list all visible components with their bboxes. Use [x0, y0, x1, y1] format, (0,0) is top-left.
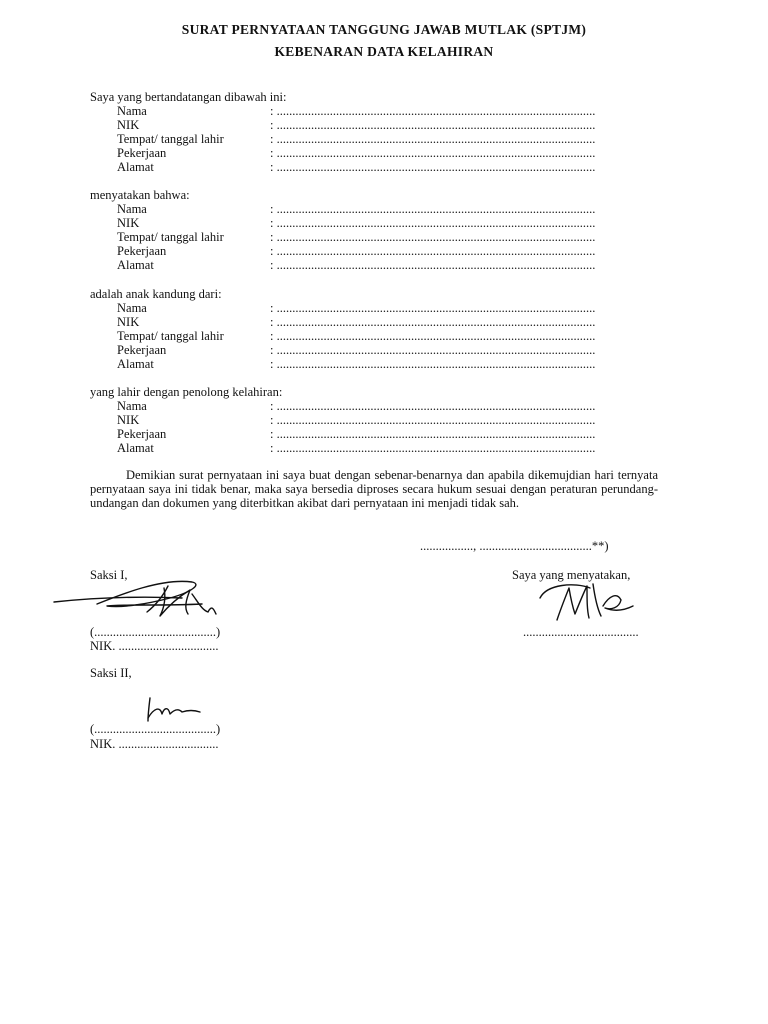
form-section	[90, 90, 660, 174]
form-field-row	[90, 132, 660, 146]
declarant-name-line: .....................................	[523, 625, 639, 639]
field-label: Tempat/ tanggal lahir	[117, 132, 224, 146]
document-subtitle: KEBENARAN DATA KELAHIRAN	[274, 44, 494, 59]
field-blank-line[interactable]: : ......................................................................................................	[270, 104, 596, 118]
field-label: Alamat	[117, 160, 154, 174]
form-field-row	[90, 118, 660, 132]
section-intro: Saya yang bertandatangan dibawah ini:	[90, 90, 287, 104]
field-blank-line[interactable]: : ......................................................................................................	[270, 413, 596, 427]
form-field-row	[90, 301, 660, 315]
form-field-row	[90, 160, 660, 174]
field-label: Tempat/ tanggal lahir	[117, 230, 224, 244]
field-blank-line[interactable]: : ......................................................................................................	[270, 427, 596, 441]
field-label: Alamat	[117, 441, 154, 455]
field-label: Pekerjaan	[117, 343, 167, 357]
form-field-row	[90, 258, 660, 272]
field-blank-line[interactable]: : ......................................................................................................	[270, 216, 596, 230]
place-date-line: ................., ....................................**)	[420, 539, 609, 553]
witness-1-name-line: (.......................................)	[90, 625, 221, 639]
field-blank-line[interactable]: : ......................................................................................................	[270, 244, 596, 258]
form-field-row	[90, 357, 660, 371]
form-section	[90, 188, 660, 272]
form-field-row	[90, 104, 660, 118]
form-field-row	[90, 343, 660, 357]
field-label: NIK	[117, 413, 140, 427]
field-blank-line[interactable]: : ......................................................................................................	[270, 315, 596, 329]
field-blank-line[interactable]: : ......................................................................................................	[270, 399, 596, 413]
field-blank-line[interactable]: : ......................................................................................................	[270, 202, 596, 216]
form-field-row	[90, 315, 660, 329]
witness-1-label: Saksi I,	[90, 568, 128, 582]
form-field-row	[90, 146, 660, 160]
field-blank-line[interactable]: : ......................................................................................................	[270, 258, 596, 272]
field-label: Pekerjaan	[117, 427, 167, 441]
witness-2-name-line: (.......................................)	[90, 722, 221, 736]
witness-2-signature	[142, 694, 202, 724]
field-blank-line[interactable]: : ......................................................................................................	[270, 343, 596, 357]
section-intro: adalah anak kandung dari:	[90, 287, 222, 301]
field-label: Alamat	[117, 258, 154, 272]
field-label: NIK	[117, 216, 140, 230]
witness-2-label: Saksi II,	[90, 666, 132, 680]
form-field-row	[90, 202, 660, 216]
field-blank-line[interactable]: : ......................................................................................................	[270, 132, 596, 146]
witness-2-nik-line: NIK. ................................	[90, 737, 219, 751]
form-field-row	[90, 244, 660, 258]
form-field-row	[90, 329, 660, 343]
field-label: Pekerjaan	[117, 244, 167, 258]
field-label: Pekerjaan	[117, 146, 167, 160]
field-label: Nama	[117, 104, 147, 118]
field-blank-line[interactable]: : ......................................................................................................	[270, 301, 596, 315]
form-field-row	[90, 399, 660, 413]
field-label: Nama	[117, 301, 147, 315]
form-field-row	[90, 441, 660, 455]
form-field-row	[90, 413, 660, 427]
field-blank-line[interactable]: : ......................................................................................................	[270, 146, 596, 160]
witness-1-nik-line: NIK. ................................	[90, 639, 219, 653]
form-field-row	[90, 230, 660, 244]
form-section	[90, 385, 660, 455]
field-blank-line[interactable]: : ......................................................................................................	[270, 160, 596, 174]
field-label: NIK	[117, 118, 140, 132]
declarant-label: Saya yang menyatakan,	[512, 568, 631, 582]
field-label: Nama	[117, 202, 147, 216]
field-blank-line[interactable]: : ......................................................................................................	[270, 230, 596, 244]
field-blank-line[interactable]: : ......................................................................................................	[270, 118, 596, 132]
field-blank-line[interactable]: : ......................................................................................................	[270, 441, 596, 455]
section-intro: yang lahir dengan penolong kelahiran:	[90, 385, 283, 399]
field-blank-line[interactable]: : ......................................................................................................	[270, 357, 596, 371]
form-field-row	[90, 427, 660, 441]
field-label: Alamat	[117, 357, 154, 371]
field-label: Tempat/ tanggal lahir	[117, 329, 224, 343]
declarant-signature	[535, 578, 635, 624]
form-section	[90, 287, 660, 371]
field-label: Nama	[117, 399, 147, 413]
form-field-row	[90, 216, 660, 230]
field-label: NIK	[117, 315, 140, 329]
document-title: SURAT PERNYATAAN TANGGUNG JAWAB MUTLAK (SPTJM)	[181, 22, 587, 37]
witness-1-signature	[52, 574, 217, 624]
closing-paragraph: Demikian surat pernyataan ini saya buat dengan sebenar-benarnya dan apabila dikemujdian hari ternyata pernyataan saya ini tidak benar, maka saya bersedia diproses secara hukum sesuai dengan peraturan perundang-undangan dan dokumen yang diterbitkan akibat dari pernyataan ini menjadi tidak sah.	[90, 468, 658, 510]
field-blank-line[interactable]: : ......................................................................................................	[270, 329, 596, 343]
section-intro: menyatakan bahwa:	[90, 188, 190, 202]
